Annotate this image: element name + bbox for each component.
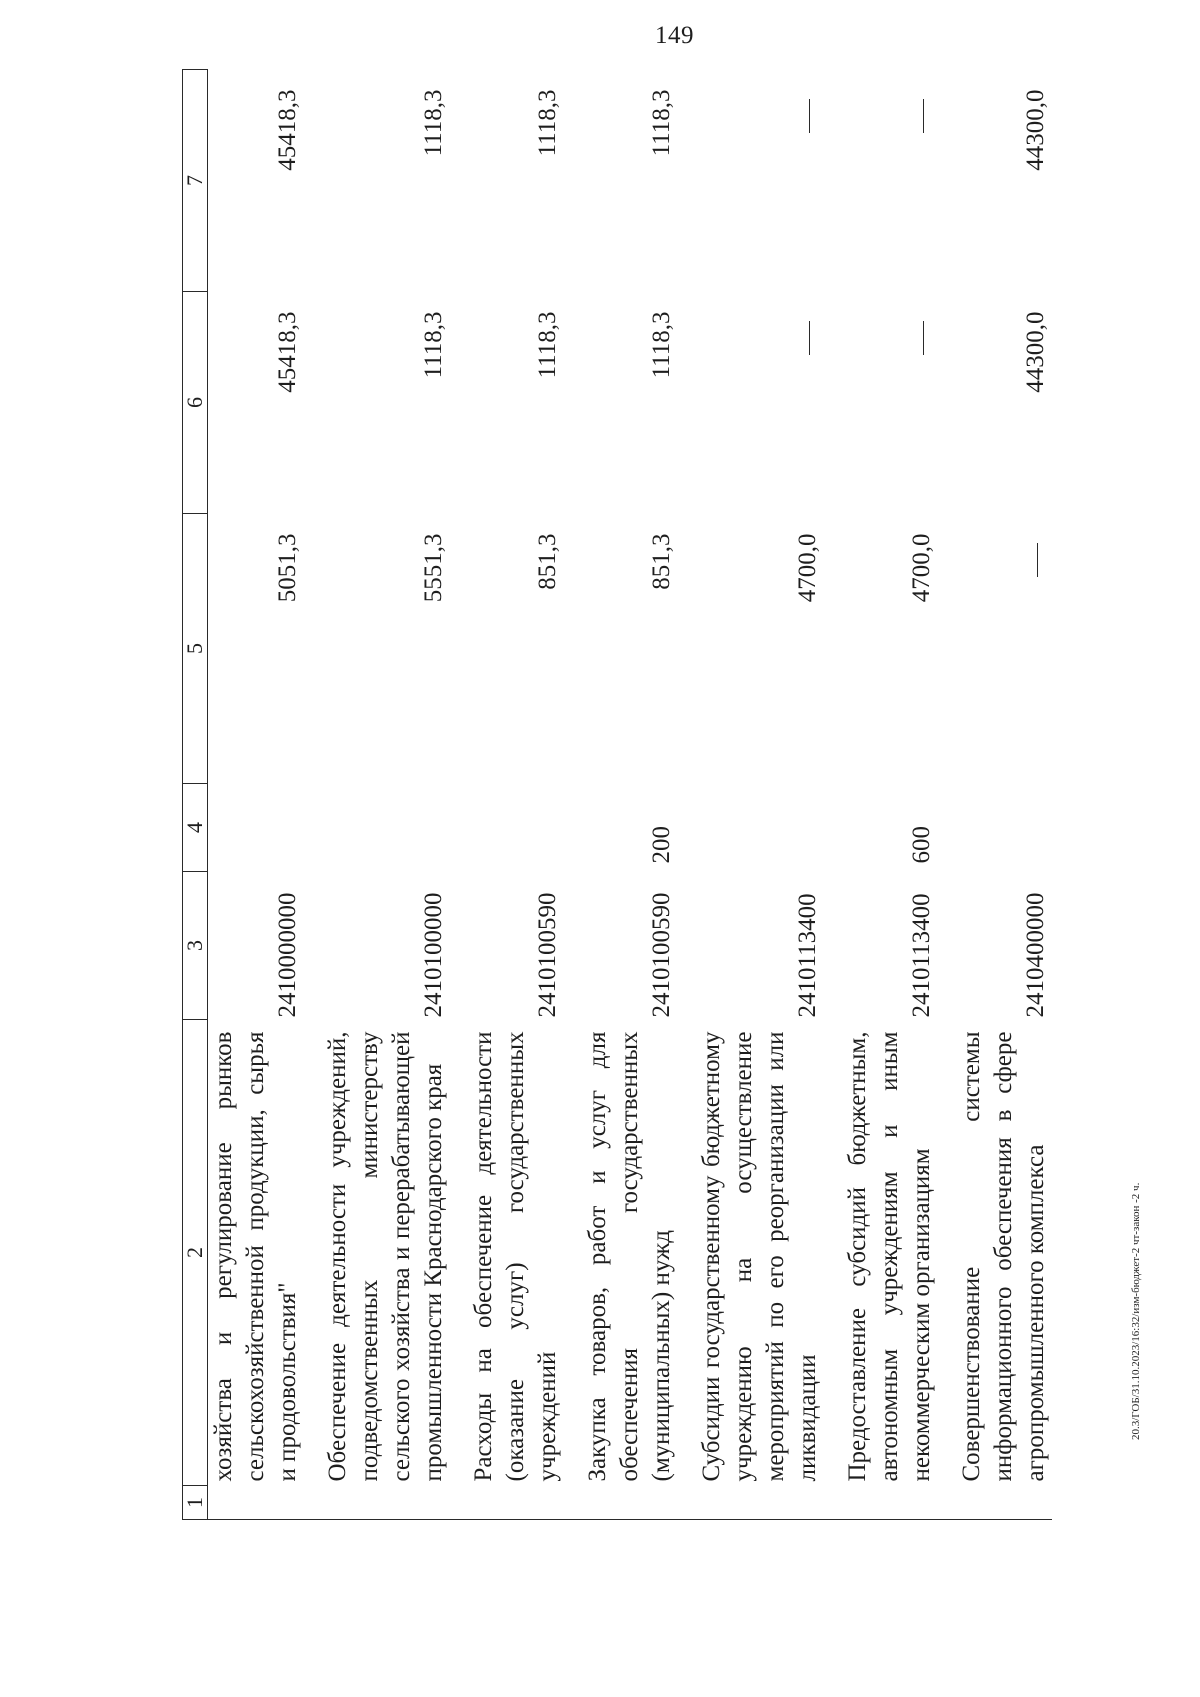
cell-col7 (696, 70, 824, 292)
cell-col6: 1118,3 (420, 311, 447, 379)
table-row (696, 70, 824, 1520)
header-col-5: 5 (183, 514, 208, 784)
cell-col7: 45418,3 (274, 89, 301, 171)
cell-col2: Закупка товаров, работ и услуг для обеспечения государственных (муниципальных) нужд (584, 1031, 675, 1482)
cell-col5: 851,3 (648, 533, 675, 590)
row-spacer (678, 70, 696, 1520)
header-col-7: 7 (183, 70, 208, 292)
cell-col4 (696, 784, 824, 872)
dash-mark (1037, 544, 1038, 578)
dash-mark (923, 100, 924, 134)
cell-col7: 1118,3 (420, 89, 447, 157)
cell-col4: 200 (648, 826, 675, 864)
table-row (322, 70, 450, 1520)
cell-col5: 851,3 (534, 533, 561, 590)
cell-col7: 1118,3 (648, 89, 675, 157)
spacer-cell (564, 1486, 582, 1520)
row-spacer (824, 70, 842, 1520)
spacer-cell (938, 292, 956, 514)
cell-col4 (468, 784, 564, 872)
page-number: 149 (655, 22, 694, 49)
table-row (468, 70, 564, 1520)
spacer-cell (564, 292, 582, 514)
table-row (582, 70, 678, 1520)
dash-mark (923, 322, 924, 356)
spacer-cell (678, 1486, 696, 1520)
spacer-cell (304, 784, 322, 872)
spacer-cell (304, 70, 322, 292)
spacer-cell (938, 872, 956, 1020)
spacer-cell (678, 514, 696, 784)
spacer-cell (304, 514, 322, 784)
spacer-cell (824, 292, 842, 514)
spacer-cell (938, 784, 956, 872)
cell-col2: Совершенствование системы информационного обеспечения в сфере агропромышленного комплекса (958, 1031, 1049, 1482)
spacer-cell (938, 70, 956, 292)
spacer-cell (824, 514, 842, 784)
cell-col5: 5551,3 (420, 533, 447, 603)
cell-col5 (956, 514, 1052, 784)
spacer-cell (678, 784, 696, 872)
spacer-cell (938, 1020, 956, 1486)
cell-col7 (842, 70, 938, 292)
cell-col4 (322, 784, 450, 872)
cell-col1 (842, 1486, 938, 1520)
spacer-cell (304, 1486, 322, 1520)
cell-col1 (582, 1486, 678, 1520)
spacer-cell (304, 1020, 322, 1486)
header-col-6: 6 (183, 292, 208, 514)
spacer-cell (564, 70, 582, 292)
cell-col3: 2410100590 (648, 892, 675, 1018)
spacer-cell (564, 514, 582, 784)
spacer-cell (450, 1486, 468, 1520)
cell-col6 (842, 292, 938, 514)
spacer-cell (304, 292, 322, 514)
cell-col1 (468, 1486, 564, 1520)
cell-col3: 2410000000 (274, 892, 301, 1018)
budget-table (182, 69, 1052, 1520)
spacer-cell (304, 872, 322, 1020)
cell-col6 (696, 292, 824, 514)
spacer-cell (450, 514, 468, 784)
dash-mark (809, 100, 810, 134)
cell-col4 (956, 784, 1052, 872)
cell-col1 (696, 1486, 824, 1520)
cell-col2: Субсидии государственному бюджетному учреждению на осуществление мероприятий по его реорганизации или ликвидации (698, 1031, 821, 1482)
rotated-table-container (182, 70, 1049, 1520)
row-spacer (450, 70, 468, 1520)
cell-col6: 1118,3 (648, 311, 675, 379)
spacer-cell (450, 784, 468, 872)
spacer-cell (824, 784, 842, 872)
row-spacer (564, 70, 582, 1520)
spacer-cell (450, 872, 468, 1020)
cell-col3: 2410100590 (534, 892, 561, 1018)
cell-col1 (208, 1486, 305, 1520)
header-col-3: 3 (183, 872, 208, 1020)
cell-col5: 5051,3 (274, 533, 301, 603)
spacer-cell (938, 1486, 956, 1520)
spacer-cell (938, 514, 956, 784)
table-row (208, 70, 305, 1520)
cell-col4 (208, 784, 305, 872)
cell-col3: 2410400000 (1022, 892, 1049, 1018)
cell-col1 (956, 1486, 1052, 1520)
cell-col1 (322, 1486, 450, 1520)
spacer-cell (678, 1020, 696, 1486)
table-header-row (183, 70, 208, 1520)
cell-col5: 4700,0 (794, 533, 821, 603)
table-body (208, 70, 1053, 1520)
cell-col2: Предоставление субсидий бюджетным, автономным учреждениям и иным некоммерческим организациям (844, 1031, 935, 1482)
spacer-cell (824, 70, 842, 292)
document-footer-code: 20.3/ГОБ/31.10.2023/16:32/изм-бюджет-2 чт-закон -2 ч. (1130, 1182, 1142, 1440)
cell-col3: 2410113400 (908, 893, 935, 1018)
row-spacer (938, 70, 956, 1520)
cell-col7: 44300,0 (1022, 89, 1049, 171)
spacer-cell (678, 292, 696, 514)
cell-col6: 45418,3 (274, 311, 301, 393)
spacer-cell (564, 872, 582, 1020)
cell-col2: Обеспечение деятельности учреждений, подведомственных министерству сельского хозяйства и перерабатывающей промышленности Краснодарского края (324, 1031, 447, 1482)
spacer-cell (824, 1020, 842, 1486)
spacer-cell (678, 70, 696, 292)
cell-col3: 2410113400 (794, 893, 821, 1018)
cell-col3: 2410100000 (420, 892, 447, 1018)
spacer-cell (678, 872, 696, 1020)
dash-mark (809, 322, 810, 356)
table-row (956, 70, 1052, 1520)
spacer-cell (450, 1020, 468, 1486)
table-row (842, 70, 938, 1520)
row-spacer (304, 70, 322, 1520)
spacer-cell (564, 1020, 582, 1486)
spacer-cell (824, 872, 842, 1020)
spacer-cell (450, 70, 468, 292)
header-col-1: 1 (183, 1486, 208, 1520)
spacer-cell (450, 292, 468, 514)
cell-col4: 600 (908, 826, 935, 864)
header-col-2: 2 (183, 1020, 208, 1486)
spacer-cell (824, 1486, 842, 1520)
cell-col6: 44300,0 (1022, 311, 1049, 393)
spacer-cell (564, 784, 582, 872)
header-col-4: 4 (183, 784, 208, 872)
cell-col5: 4700,0 (908, 533, 935, 603)
cell-col2: хозяйства и регулирование рынков сельскохозяйственной продукции, сырья и продовольствия" (210, 1031, 301, 1482)
cell-col6: 1118,3 (534, 311, 561, 379)
cell-col2: Расходы на обеспечение деятельности (оказание услуг) государственных учреждений (470, 1031, 561, 1482)
cell-col7: 1118,3 (534, 89, 561, 157)
